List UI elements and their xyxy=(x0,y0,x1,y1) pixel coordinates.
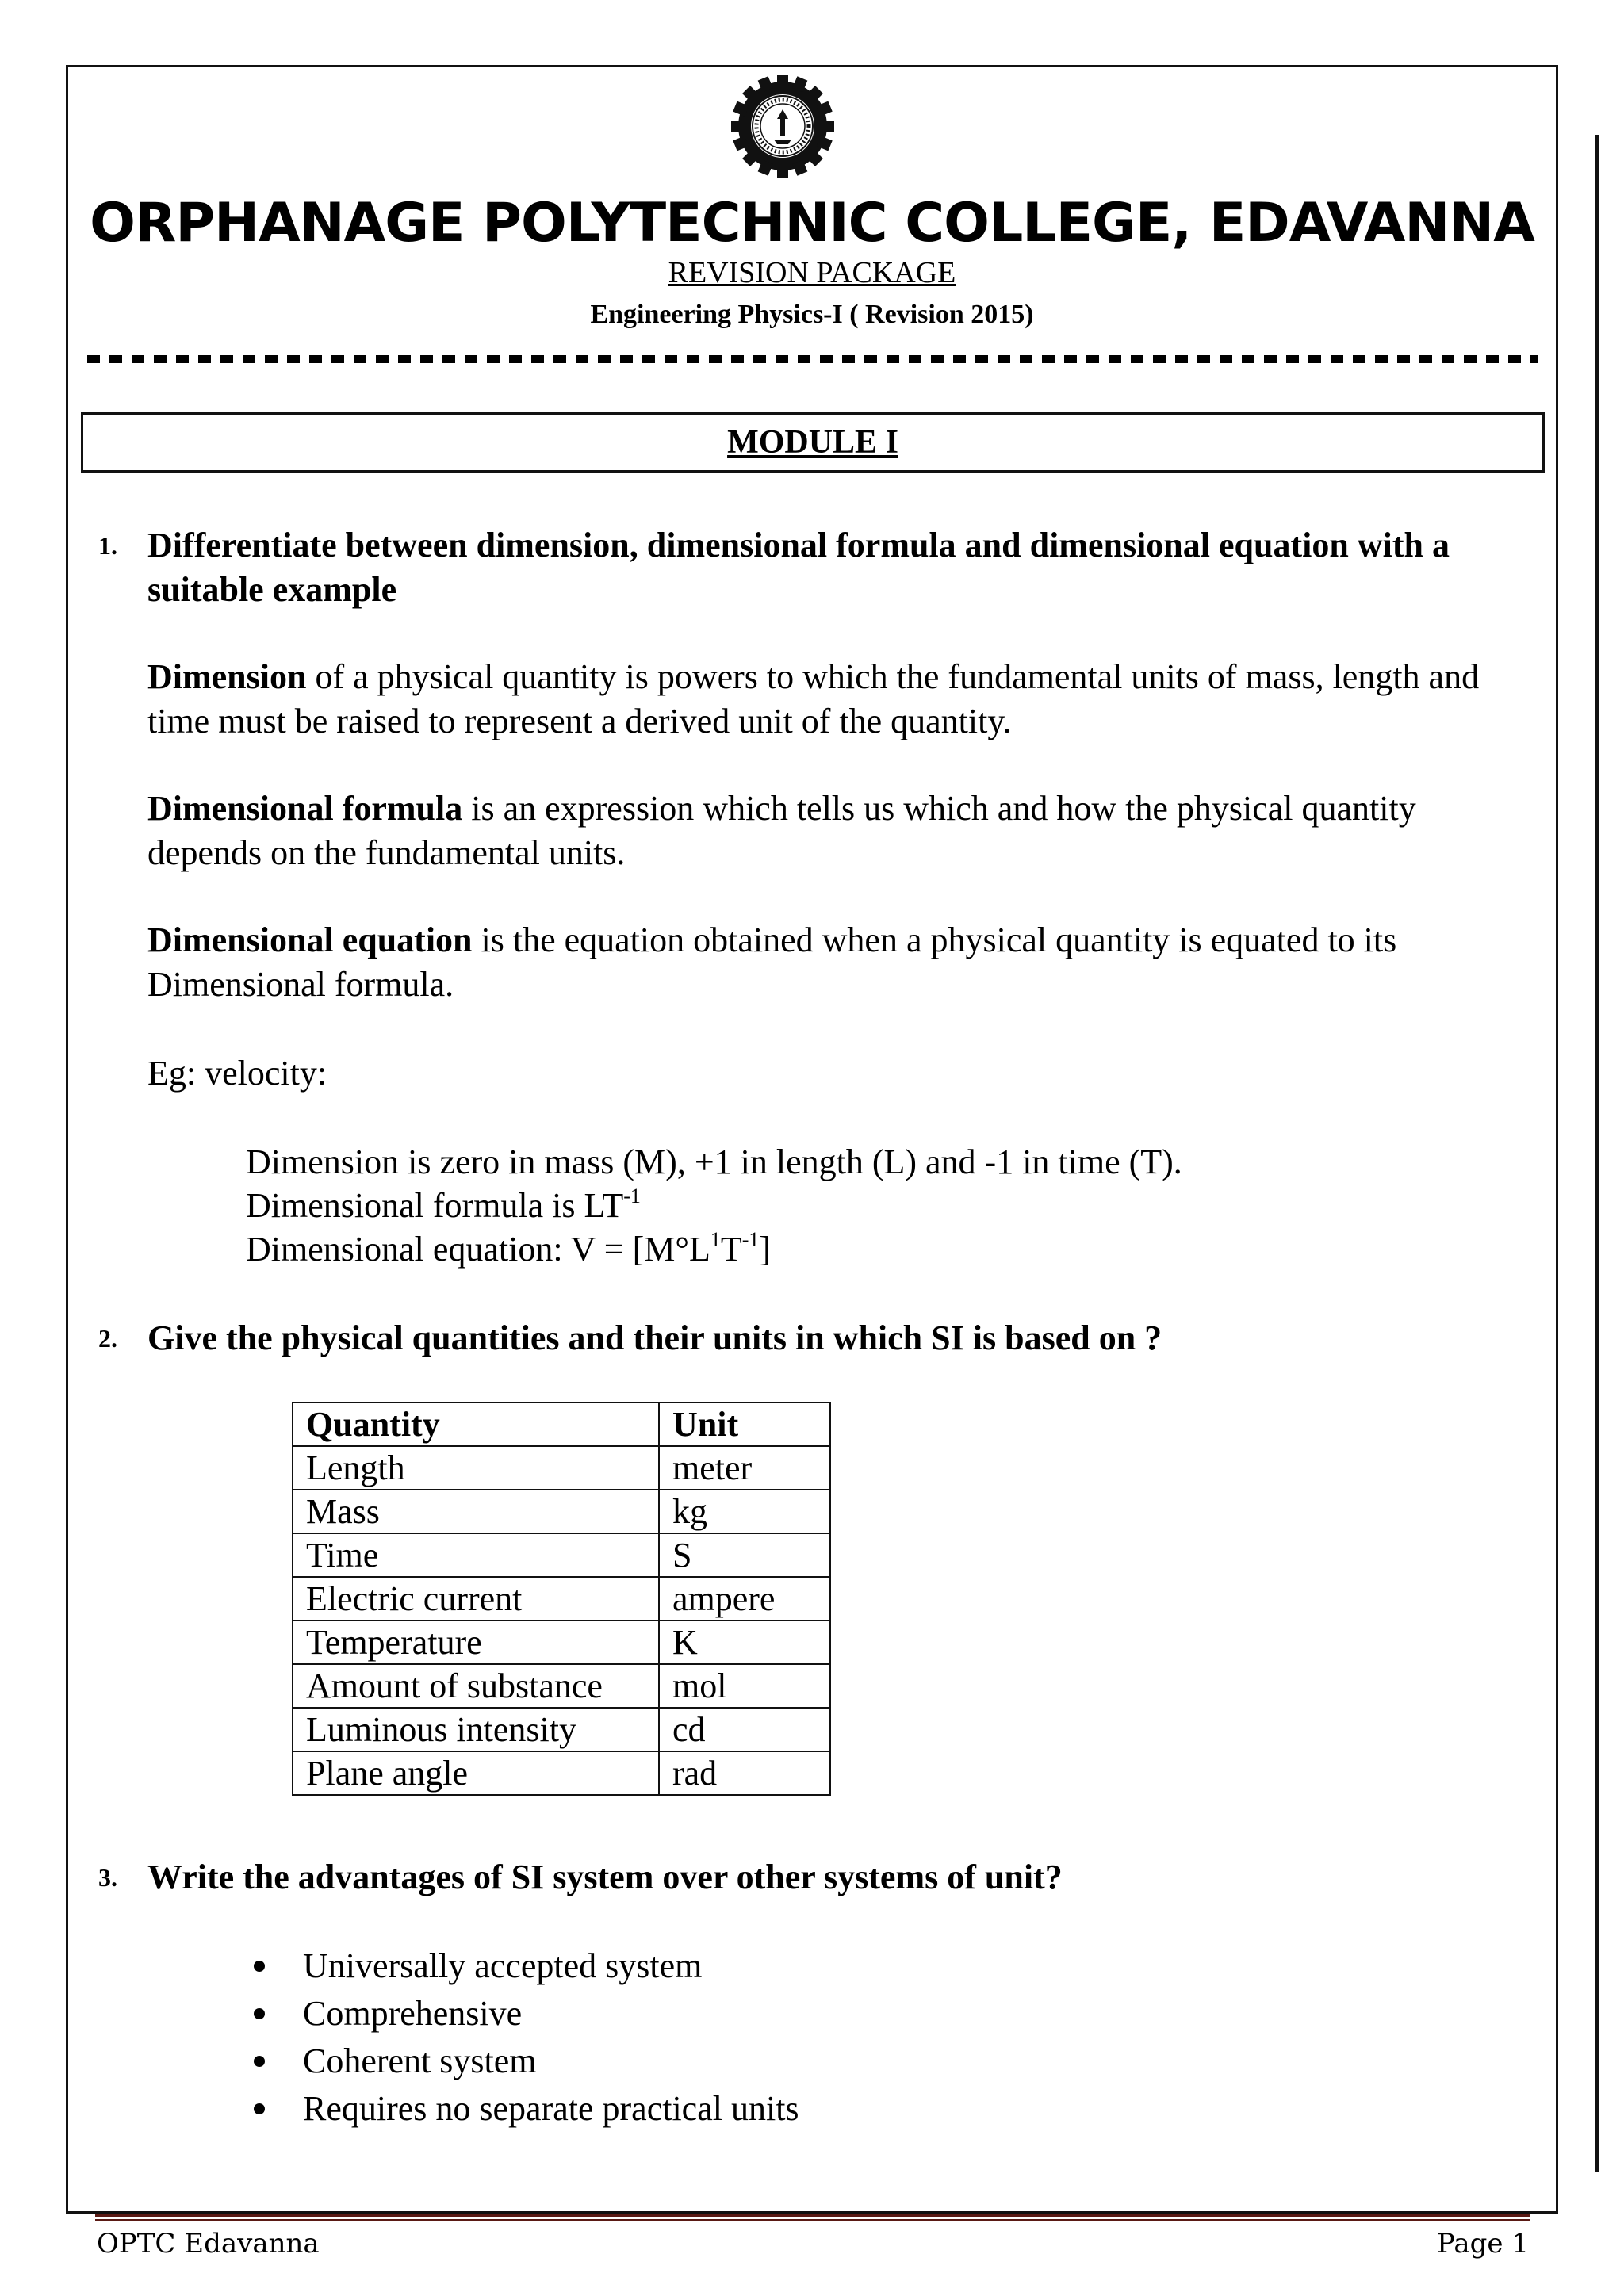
revision-package-title: REVISION PACKAGE xyxy=(668,256,956,289)
definition-text: is an expression which tells us which and how the physical quantity depends on the fundamental units. xyxy=(147,789,1416,872)
question-text: Differentiate between dimension, dimensional formula and dimensional equation with a suitable example xyxy=(147,526,1450,609)
advantages-list xyxy=(246,1942,799,2133)
quantity-cell: Plane angle xyxy=(293,1751,659,1795)
table-row xyxy=(293,1446,830,1490)
term: Dimensional equation xyxy=(147,920,473,959)
page-number: Page 1 xyxy=(1437,2228,1529,2260)
table-header-row xyxy=(293,1402,830,1446)
bullet-icon xyxy=(254,1961,265,1972)
table-row xyxy=(293,1664,830,1708)
table-row xyxy=(293,1621,830,1664)
definition-dimension xyxy=(147,655,1527,744)
si-units-table xyxy=(292,1402,831,1796)
footer-left: OPTC Edavanna xyxy=(97,2228,320,2260)
table-row xyxy=(293,1533,830,1577)
unit-cell: cd xyxy=(659,1708,830,1751)
quantity-cell: Luminous intensity xyxy=(293,1708,659,1751)
question-number: 1. xyxy=(98,531,117,560)
list-item xyxy=(246,1942,799,1990)
list-item xyxy=(246,1990,799,2038)
quantity-cell: Electric current xyxy=(293,1577,659,1621)
module-title: MODULE I xyxy=(727,424,898,461)
list-item-text: Coherent system xyxy=(303,2042,537,2080)
column-header: Unit xyxy=(659,1402,830,1446)
list-item xyxy=(246,2085,799,2133)
example-text: Dimensional equation: V = [M°L xyxy=(246,1230,710,1269)
list-item xyxy=(246,2038,799,2085)
quantity-cell: Mass xyxy=(293,1490,659,1533)
subject-title: Engineering Physics-I ( Revision 2015) xyxy=(590,300,1034,329)
definition-dimensional-formula xyxy=(147,786,1527,875)
table-row xyxy=(293,1751,830,1795)
bullet-icon xyxy=(254,2056,265,2067)
unit-cell: meter xyxy=(659,1446,830,1490)
college-emblem-icon xyxy=(730,73,836,179)
quantity-cell: Length xyxy=(293,1446,659,1490)
unit-cell: K xyxy=(659,1621,830,1664)
list-item-text: Universally accepted system xyxy=(303,1946,703,1985)
example-line-2 xyxy=(246,1184,1515,1227)
list-item-text: Comprehensive xyxy=(303,1994,523,2033)
footer-divider-thin xyxy=(95,2219,1530,2221)
question-3 xyxy=(98,1855,1526,1900)
question-number: 2. xyxy=(98,1324,117,1353)
question-text: Write the advantages of SI system over other systems of unit? xyxy=(147,1858,1063,1896)
quantity-cell: Amount of substance xyxy=(293,1664,659,1708)
table-row xyxy=(293,1577,830,1621)
page-shadow-bar xyxy=(1595,135,1599,2172)
example-line-3 xyxy=(246,1227,1515,1271)
question-1 xyxy=(98,523,1526,612)
unit-cell: S xyxy=(659,1533,830,1577)
example-label: Eg: velocity: xyxy=(147,1054,327,1093)
unit-cell: mol xyxy=(659,1664,830,1708)
definition-text: is the equation obtained when a physical quantity is equated to its Dimensional formula. xyxy=(147,920,1397,1004)
superscript: -1 xyxy=(741,1228,760,1251)
example-text: Dimensional formula is LT xyxy=(246,1186,624,1225)
example-line-1: Dimension is zero in mass (M), +1 in length (L) and -1 in time (T). xyxy=(246,1142,1182,1181)
example-text: T xyxy=(720,1230,742,1269)
footer-divider xyxy=(95,2214,1530,2217)
term: Dimension xyxy=(147,657,307,696)
unit-cell: ampere xyxy=(659,1577,830,1621)
definition-text: of a physical quantity is powers to which the fundamental units of mass, length and time must be raised to represent a derived unit of the quantity. xyxy=(147,657,1480,740)
bullet-icon xyxy=(254,2008,265,2019)
unit-cell: rad xyxy=(659,1751,830,1795)
superscript: -1 xyxy=(623,1184,641,1207)
dashed-divider xyxy=(87,355,1538,363)
definition-dimensional-equation xyxy=(147,918,1527,1007)
table-row xyxy=(293,1708,830,1751)
question-2 xyxy=(98,1316,1526,1360)
module-box xyxy=(81,412,1545,473)
question-number: 3. xyxy=(98,1863,117,1892)
term: Dimensional formula xyxy=(147,789,463,828)
gear-icon xyxy=(731,75,834,178)
column-header: Quantity xyxy=(293,1402,659,1446)
list-item-text: Requires no separate practical units xyxy=(303,2089,799,2128)
bullet-icon xyxy=(254,2103,265,2114)
superscript: 1 xyxy=(710,1228,721,1251)
unit-cell: kg xyxy=(659,1490,830,1533)
college-name: ORPHANAGE POLYTECHNIC COLLEGE, EDAVANNA xyxy=(90,192,1534,254)
table-row xyxy=(293,1490,830,1533)
quantity-cell: Time xyxy=(293,1533,659,1577)
question-text: Give the physical quantities and their units in which SI is based on ? xyxy=(147,1318,1162,1357)
quantity-cell: Temperature xyxy=(293,1621,659,1664)
example-text: ] xyxy=(759,1230,772,1269)
